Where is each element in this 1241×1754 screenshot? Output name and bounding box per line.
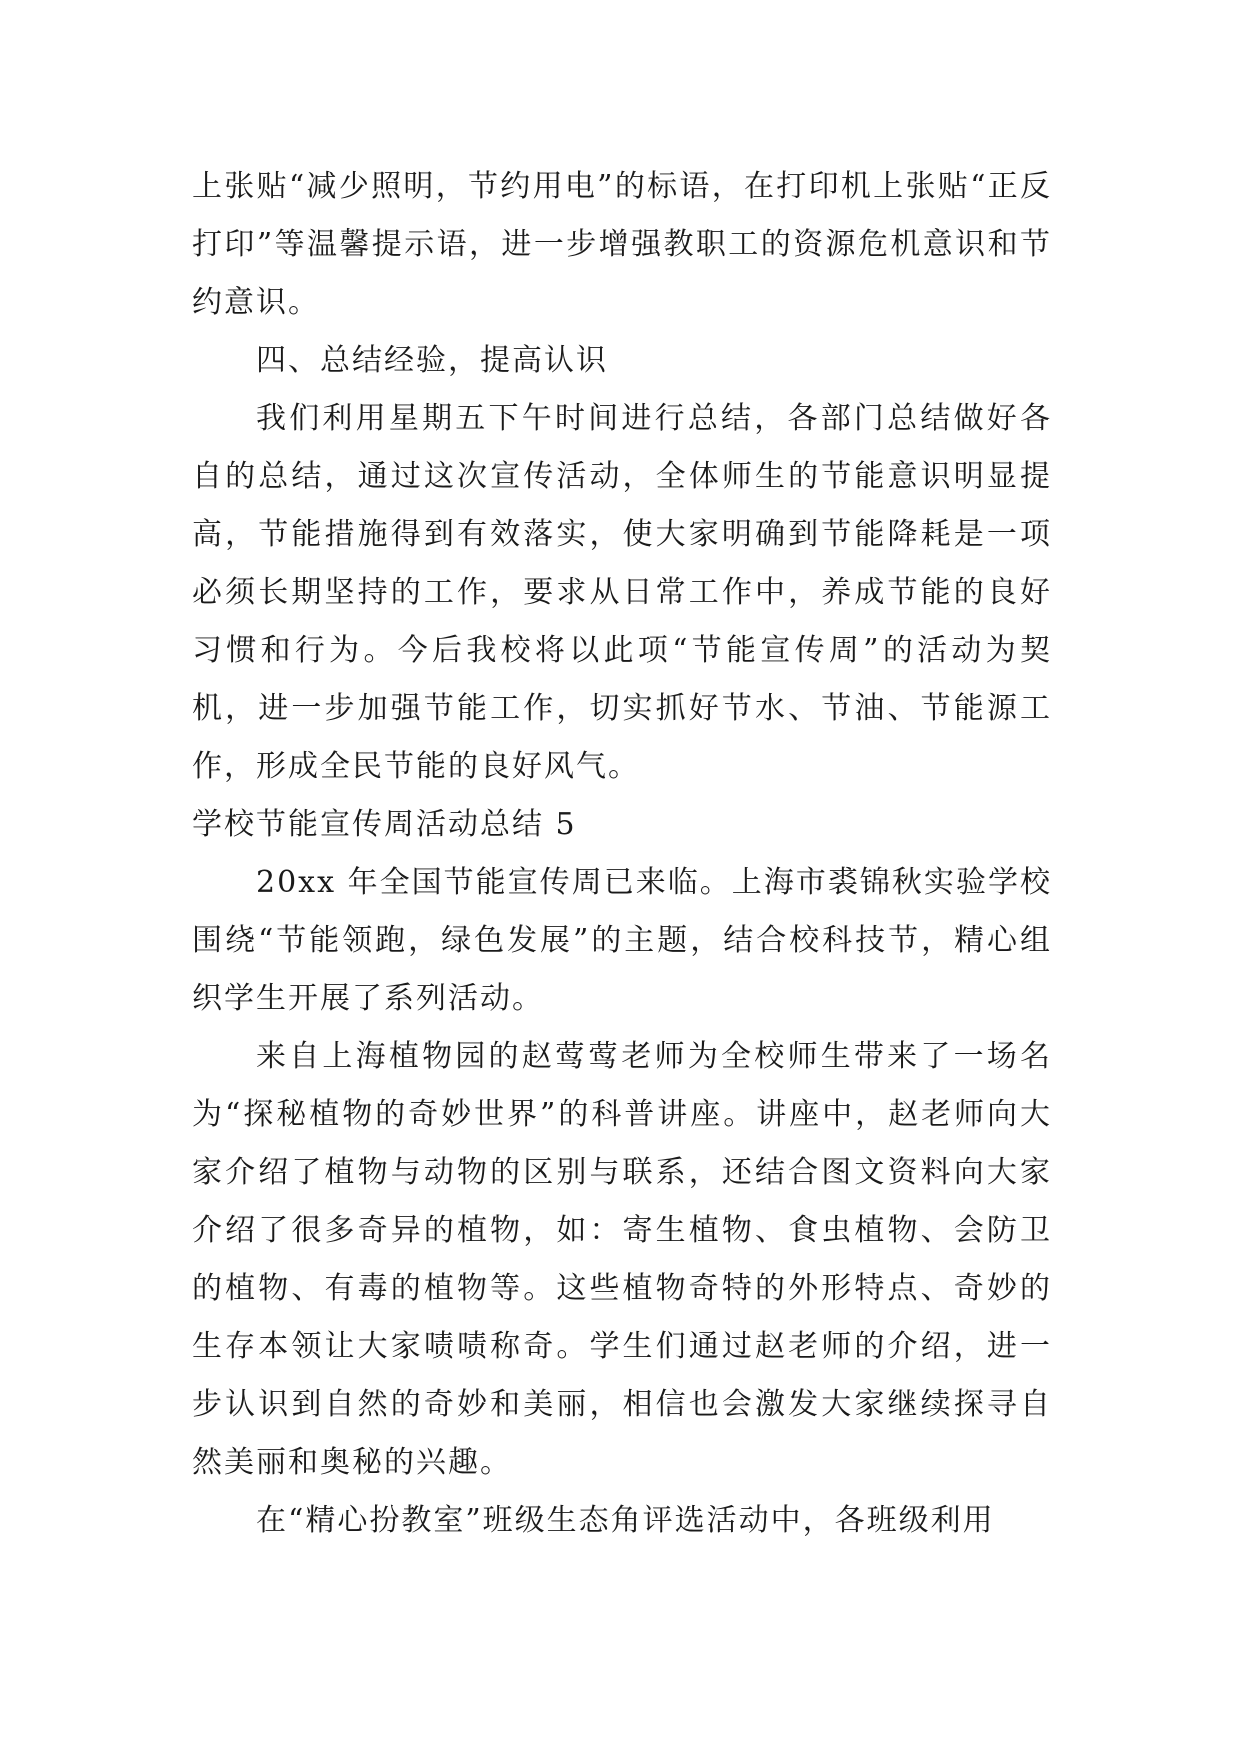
paragraph-continued: 上张贴“减少照明，节约用电”的标语，在打印机上张贴“正反打印”等温馨提示语，进一步增强教职工的资源危机意识和节约意识。 <box>192 169 1052 320</box>
document-body <box>192 158 1052 1550</box>
section-heading-4: 四、总结经验，提高认识 <box>256 343 608 378</box>
section-title-5: 学校节能宣传周活动总结 5 <box>192 807 577 842</box>
paragraph-lecture: 来自上海植物园的赵莺莺老师为全校师生带来了一场名为“探秘植物的奇妙世界”的科普讲座。讲座中，赵老师向大家介绍了植物与动物的区别与联系，还结合图文资料向大家介绍了很多奇异的植物，如：寄生植物、食虫植物、会防卫的植物、有毒的植物等。这些植物奇特的外形特点、奇妙的生存本领让大家啧啧称奇。学生们通过赵老师的介绍，进一步认识到自然的奇妙和美丽，相信也会激发大家继续探寻自然美丽和奥秘的兴趣。 <box>192 1039 1052 1480</box>
paragraph-summary: 我们利用星期五下午时间进行总结，各部门总结做好各自的总结，通过这次宣传活动，全体师生的节能意识明显提高，节能措施得到有效落实，使大家明确到节能降耗是一项必须长期坚持的工作，要求从日常工作中，养成节能的良好习惯和行为。今后我校将以此项“节能宣传周”的活动为契机，进一步加强节能工作，切实抓好节水、节油、节能源工作，形成全民节能的良好风气。 <box>192 401 1052 784</box>
paragraph-classroom: 在“精心扮教室”班级生态角评选活动中，各班级利用 <box>256 1503 995 1538</box>
paragraph-intro: 20xx 年全国节能宣传周已来临。上海市裘锦秋实验学校围绕“节能领跑，绿色发展”的主题，结合校科技节，精心组织学生开展了系列活动。 <box>192 865 1052 1016</box>
